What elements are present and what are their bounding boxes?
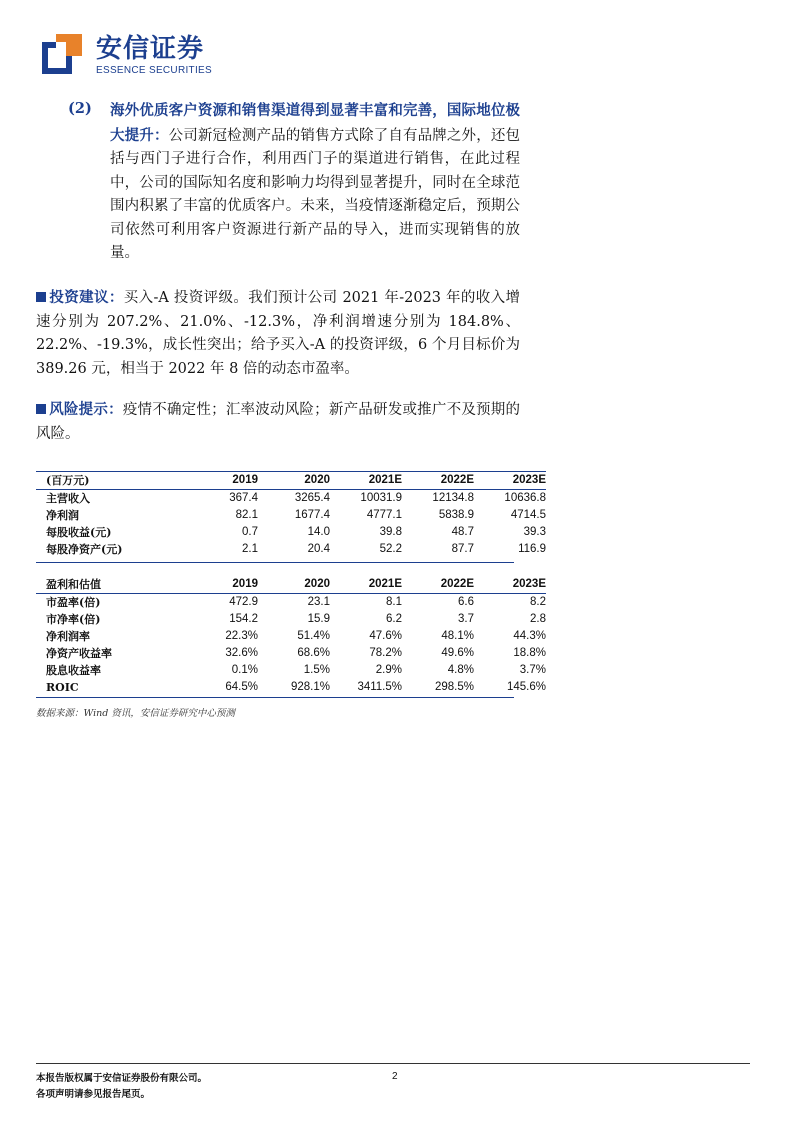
table-header-cell: 2023E bbox=[474, 472, 546, 490]
table-row bbox=[36, 507, 546, 524]
table-cell: 3.7 bbox=[458, 613, 474, 625]
table-header-cell: 2019 bbox=[186, 472, 258, 490]
table-header-cell: 2022E bbox=[402, 472, 474, 490]
table-cell: 298.5% bbox=[434, 681, 474, 693]
section2-paragraph bbox=[110, 99, 520, 266]
table-header-row bbox=[36, 576, 546, 594]
table-cell: 68.6% bbox=[297, 647, 330, 659]
brand-name-en: ESSENCE SECURITIES bbox=[96, 65, 212, 76]
brand-name-cn: 安信证券 bbox=[96, 34, 205, 64]
table-row bbox=[36, 541, 546, 558]
table-cell: 64.5% bbox=[225, 681, 258, 693]
table-cell: 20.4 bbox=[307, 543, 330, 555]
table-cell: 2.9% bbox=[375, 664, 402, 676]
table-cell: 主营收入 bbox=[46, 492, 90, 505]
table-cell: 52.2 bbox=[379, 543, 402, 555]
table-row bbox=[36, 594, 546, 612]
table-cell: 12134.8 bbox=[432, 492, 474, 504]
table-cell: 23.1 bbox=[307, 596, 330, 608]
table-cell: 22.3% bbox=[225, 630, 258, 642]
table-cell: 3411.5% bbox=[357, 681, 402, 693]
table-row bbox=[36, 611, 546, 628]
table-cell: 10031.9 bbox=[360, 492, 402, 504]
table-header-cell: 2020 bbox=[258, 472, 330, 490]
table-cell: 6.6 bbox=[458, 596, 474, 608]
table-cell: 市盈率(倍) bbox=[46, 596, 101, 609]
table-header-cell: 2023E bbox=[474, 576, 546, 594]
table-cell: 18.8% bbox=[513, 647, 546, 659]
financial-summary-table bbox=[36, 471, 546, 558]
table-cell: 928.1% bbox=[290, 681, 330, 693]
table-header-cell: 2019 bbox=[186, 576, 258, 594]
table-cell: 78.2% bbox=[369, 647, 402, 659]
table-divider bbox=[36, 697, 514, 698]
footer-divider bbox=[36, 1063, 750, 1064]
risk-paragraph bbox=[36, 398, 520, 446]
table-cell: 39.8 bbox=[379, 526, 402, 538]
table-cell: 每股净资产(元) bbox=[46, 543, 123, 556]
investment-label: 投资建议： bbox=[49, 289, 124, 306]
table-cell: 154.2 bbox=[229, 613, 258, 625]
table-cell: 净利润率 bbox=[46, 630, 90, 643]
table-cell: 4777.1 bbox=[366, 509, 402, 521]
table-cell: 48.1% bbox=[441, 630, 474, 642]
valuation-table bbox=[36, 576, 546, 696]
table-cell: 82.1 bbox=[235, 509, 258, 521]
table-cell: 市净率(倍) bbox=[46, 613, 101, 626]
table-cell: 8.2 bbox=[530, 596, 546, 608]
square-bullet-icon bbox=[36, 404, 46, 414]
table-cell: 48.7 bbox=[451, 526, 474, 538]
table-cell: 8.1 bbox=[386, 596, 402, 608]
table-cell: 每股收益(元) bbox=[46, 526, 112, 539]
table-cell: 47.6% bbox=[369, 630, 402, 642]
table-row bbox=[36, 524, 546, 541]
table-cell: 6.2 bbox=[386, 613, 402, 625]
data-source-note: 数据来源：Wind 资讯，安信证券研究中心预测 bbox=[36, 708, 235, 719]
table-header-row bbox=[36, 472, 546, 490]
table-cell: 116.9 bbox=[518, 543, 546, 555]
table-header-cell: 2021E bbox=[330, 472, 402, 490]
risk-body: 疫情不确定性；汇率波动风险；新产品研发或推广不及预期的风险。 bbox=[36, 402, 520, 442]
table-cell: 10636.8 bbox=[504, 492, 546, 504]
table-row bbox=[36, 490, 546, 508]
section2-heading: 海外优质客户资源和销售渠道得到显著丰富和完善，国际地位极大提升： bbox=[110, 102, 520, 144]
table-cell: 净资产收益率 bbox=[46, 647, 112, 660]
table-cell: 51.4% bbox=[297, 630, 330, 642]
table-cell: 股息收益率 bbox=[46, 664, 101, 677]
table-header-cell: (百万元) bbox=[36, 472, 186, 490]
table-cell: 49.6% bbox=[441, 647, 474, 659]
table-cell: 2.8 bbox=[530, 613, 546, 625]
table-cell: 4714.5 bbox=[510, 509, 546, 521]
table-cell: 145.6% bbox=[506, 681, 546, 693]
table-cell: 3.7% bbox=[519, 664, 546, 676]
table-cell: 39.3 bbox=[523, 526, 546, 538]
table-header-cell: 2020 bbox=[258, 576, 330, 594]
table-header-cell: 2021E bbox=[330, 576, 402, 594]
table-header-cell: 2022E bbox=[402, 576, 474, 594]
section-number: (2) bbox=[68, 100, 92, 117]
table-divider bbox=[36, 562, 514, 563]
table-cell: 2.1 bbox=[242, 543, 258, 555]
table-cell: 87.7 bbox=[451, 543, 474, 555]
investment-body: 买入-A 投资评级。我们预计公司 2021 年-2023 年的收入增速分别为 207.2%、21.0%、-12.3%，净利润增速分别为 184.8%、22.2%、-19.3%，成长性突出；给予买入-A 的投资评级，6 个月目标价为 389.26 元，相当于 2022 年 8 倍的动态市盈率。 bbox=[36, 290, 520, 377]
page-number: 2 bbox=[392, 1071, 398, 1082]
table-cell: 0.1% bbox=[231, 664, 258, 676]
table-cell: 5838.9 bbox=[438, 509, 474, 521]
table-cell: 14.0 bbox=[307, 526, 330, 538]
table-cell: 净利润 bbox=[46, 509, 79, 522]
table-header-cell: 盈利和估值 bbox=[36, 576, 186, 594]
investment-paragraph bbox=[36, 286, 520, 381]
table-cell: 367.4 bbox=[229, 492, 258, 504]
table-row bbox=[36, 628, 546, 645]
table-cell: 32.6% bbox=[225, 647, 258, 659]
footer-copyright: 本报告版权属于安信证券股份有限公司。 bbox=[36, 1073, 208, 1084]
table-row bbox=[36, 662, 546, 679]
table-cell: 15.9 bbox=[307, 613, 330, 625]
table-cell: 4.8% bbox=[447, 664, 474, 676]
risk-label: 风险提示： bbox=[49, 401, 123, 418]
table-cell: 472.9 bbox=[229, 596, 258, 608]
table-row bbox=[36, 679, 546, 696]
table-cell: 0.7 bbox=[242, 526, 258, 538]
square-bullet-icon bbox=[36, 292, 46, 302]
table-row bbox=[36, 645, 546, 662]
table-cell: 1.5% bbox=[303, 664, 330, 676]
table-cell: 3265.4 bbox=[294, 492, 330, 504]
table-cell: 44.3% bbox=[513, 630, 546, 642]
essence-logo-icon bbox=[42, 34, 82, 74]
footer-disclaimer: 各项声明请参见报告尾页。 bbox=[36, 1089, 151, 1100]
section2-body: 公司新冠检测产品的销售方式除了自有品牌之外，还包括与西门子进行合作，利用西门子的渠道进行销售，在此过程中，公司的国际知名度和影响力均得到显著提升，同时在全球范围内积累了丰富的优质客户。未来，当疫情逐渐稳定后，预期公司依然可利用客户资源进行新产品的导入，进而实现销售的放量。 bbox=[110, 127, 520, 261]
table-cell: ROIC bbox=[46, 681, 79, 694]
table-cell: 1677.4 bbox=[294, 509, 330, 521]
